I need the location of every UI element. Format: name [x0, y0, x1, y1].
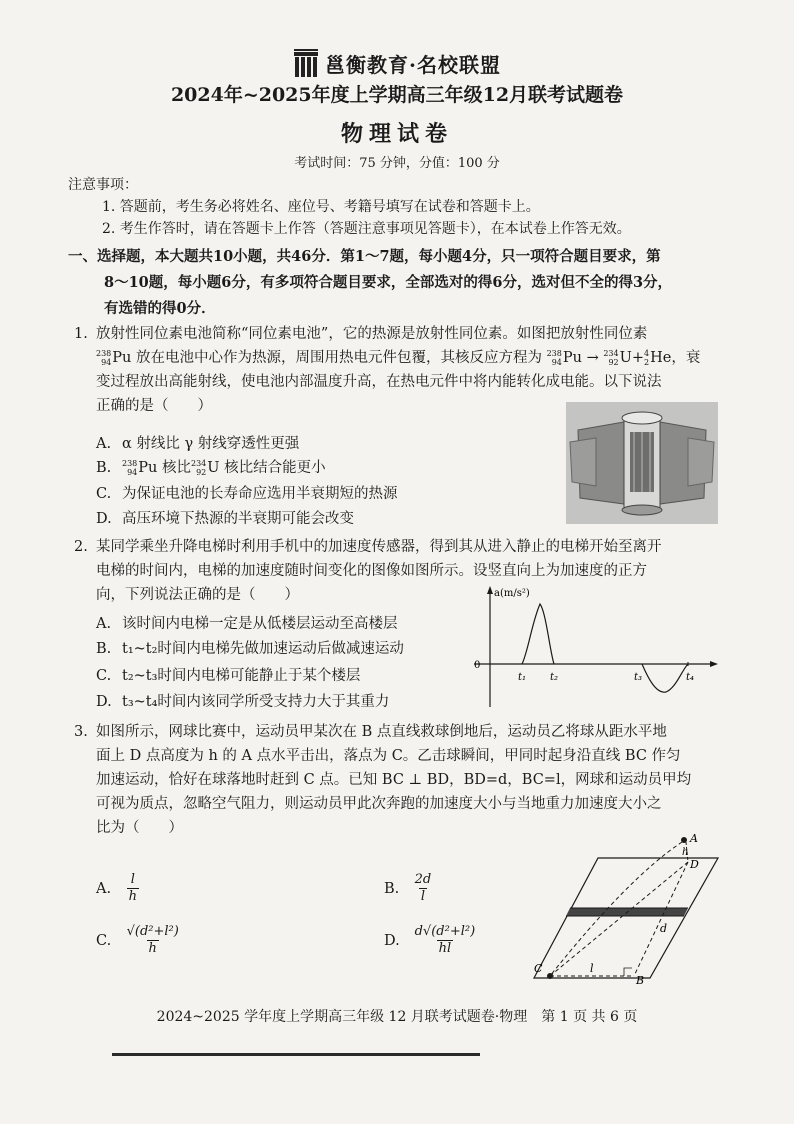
- q1-line-3: 变过程放出高能射线，使电池内部温度升高，在热电元件中将内能转化成电能。以下说法: [96, 374, 662, 390]
- section-line-3: 有选错的得0分．: [104, 300, 216, 317]
- t4-label: t₄: [686, 672, 695, 683]
- label-l: l: [590, 962, 594, 975]
- note-item-1: 1. 答题前，考生务必将姓名、座位号、考籍号填写在试卷和答题卡上。: [102, 199, 540, 215]
- q2-line-2: 电梯的时间内，电梯的加速度随时间变化的图像如图所示。设竖直向上为加速度的正方: [96, 563, 647, 579]
- label-a: A: [690, 832, 698, 845]
- q3-option-a[interactable]: A. $\frac{l}{h}$: [96, 872, 137, 904]
- q3-line-3: 加速运动，恰好在球落地时赶到 C 点。已知 BC ⊥ BD，BD=d，BC=l，网球和运动员甲均: [96, 772, 692, 788]
- q1-option-b[interactable]: B. 238 94 Pu 核比 234 92 U 核比结合能更小: [96, 459, 326, 477]
- q2-option-b[interactable]: B. t₁~t₂时间内电梯先做加速运动后做减速运动: [96, 641, 404, 657]
- exam-title: 2024年~2025年度上学期高三年级12月联考试题卷: [170, 84, 624, 106]
- t3-label: t₃: [634, 672, 643, 683]
- negative-pulse-curve: [642, 664, 688, 692]
- q1-option-a[interactable]: A. α 射线比 γ 射线穿透性更强: [96, 436, 300, 452]
- t2-label: t₂: [550, 672, 559, 683]
- q1-line-1: 放射性同位素电池简称“同位素电池”，它的热源是放射性同位素。如图把放射性同位素: [96, 326, 648, 342]
- exam-info: 考试时间：75 分钟，分值：100 分: [294, 156, 500, 171]
- section-heading: [68, 244, 728, 322]
- q1-option-c[interactable]: C. 为保证电池的长寿命应选用半衰期短的热源: [96, 486, 398, 502]
- section-line-1: 一、选择题，本大题共10小题，共46分．第1～7题，每小题4分，只一项符合题目要求，第: [68, 248, 661, 265]
- question-3: [74, 720, 736, 840]
- notes: [68, 174, 631, 240]
- label-h: h: [682, 847, 689, 858]
- notes-title: 注意事项：: [68, 177, 138, 193]
- q3-line-5: 比为（ ）: [96, 820, 183, 836]
- footer-rule: [112, 1053, 480, 1056]
- point-c: [547, 973, 553, 979]
- q2-option-c[interactable]: C. t₂~t₃时间内电梯可能静止于某个楼层: [96, 668, 361, 684]
- pu-nuclide: 238 94: [96, 349, 112, 367]
- brand-name: 邕衡教育·名校联盟: [325, 52, 501, 77]
- brand-row: [0, 48, 794, 78]
- isotope-battery-photo: [566, 402, 718, 524]
- subject-title: 物理试卷: [340, 121, 453, 147]
- books-logo-icon: [293, 48, 319, 78]
- section-line-2: 8～10题，每小题6分，有多项符合题目要求，全部选对的得6分，选对但不全的得3分，: [104, 274, 673, 291]
- tennis-court-diagram: [528, 828, 728, 988]
- q2-option-a[interactable]: A. 该时间内电梯一定是从低楼层运动至高楼层: [96, 616, 398, 632]
- label-b: B: [636, 974, 645, 987]
- q3-option-c[interactable]: C. $\frac{\text{√(d²+l²)}}{h}$: [96, 924, 179, 956]
- q2-line-1: 某同学乘坐升降电梯时利用手机中的加速度传感器，得到其从进入静止的电梯开始至离开: [96, 539, 662, 555]
- q3-line-1: 如图所示，网球比赛中，运动员甲某次在 B 点直线救球倒地后，运动员乙将球从距水平地: [96, 724, 667, 740]
- header: [0, 48, 794, 171]
- right-angle-mark: [624, 968, 632, 976]
- question-number: 1.: [74, 326, 88, 342]
- line-dc: [550, 862, 688, 976]
- label-d-length: d: [660, 922, 668, 935]
- q1-line-4: 正确的是（ ）: [96, 398, 212, 414]
- label-d-point: D: [690, 858, 699, 871]
- q2-option-d[interactable]: D. t₃~t₄时间内该同学所受支持力大于其重力: [96, 694, 390, 710]
- y-axis-arrow: [487, 586, 493, 594]
- t1-label: t₁: [518, 672, 527, 683]
- q3-option-d[interactable]: D. $\frac{\text{d√(d²+l²)}}{hl}$: [384, 924, 476, 956]
- x-axis-arrow: [710, 661, 718, 667]
- note-item-2: 2. 考生作答时，请在答题卡上作答（答题注意事项见答题卡），在本试卷上作答无效。: [102, 221, 631, 237]
- question-number: 2.: [74, 539, 88, 555]
- q1-option-d[interactable]: D. 高压环境下热源的半衰期可能会改变: [96, 511, 354, 527]
- battery-illustration: [566, 402, 718, 524]
- graph-origin: 0: [474, 660, 481, 671]
- q3-line-2: 面上 D 点高度为 h 的 A 点水平击出，落点为 C。乙击球瞬间，甲同时起身沿直线 BC 作匀: [96, 748, 681, 764]
- label-c: C: [534, 962, 543, 975]
- q3-option-b[interactable]: B. $\frac{2d}{l}$: [384, 872, 432, 904]
- q3-line-4: 可视为质点，忽略空气阻力，则运动员甲此次奔跑的加速度大小与当地重力加速度大小之: [96, 796, 662, 812]
- question-number: 3.: [74, 724, 88, 740]
- acceleration-time-graph: [460, 582, 720, 712]
- court-outline: [534, 858, 718, 978]
- page-footer: 2024~2025 学年度上学期高三年级 12 月联考试题卷·物理 第 1 页 共 6 页: [156, 1009, 638, 1025]
- positive-pulse-curve: [522, 604, 554, 664]
- q2-line-3: 向，下列说法正确的是（ ）: [96, 587, 299, 603]
- graph-ylabel: a(m/s²): [494, 588, 530, 599]
- q1-line-2: 238 94 Pu 放在电池中心作为热源，周围用热电元件包覆，其核反应方程为 238 94 Pu → 234 92 U+ 4 2 He，衰: [96, 349, 701, 367]
